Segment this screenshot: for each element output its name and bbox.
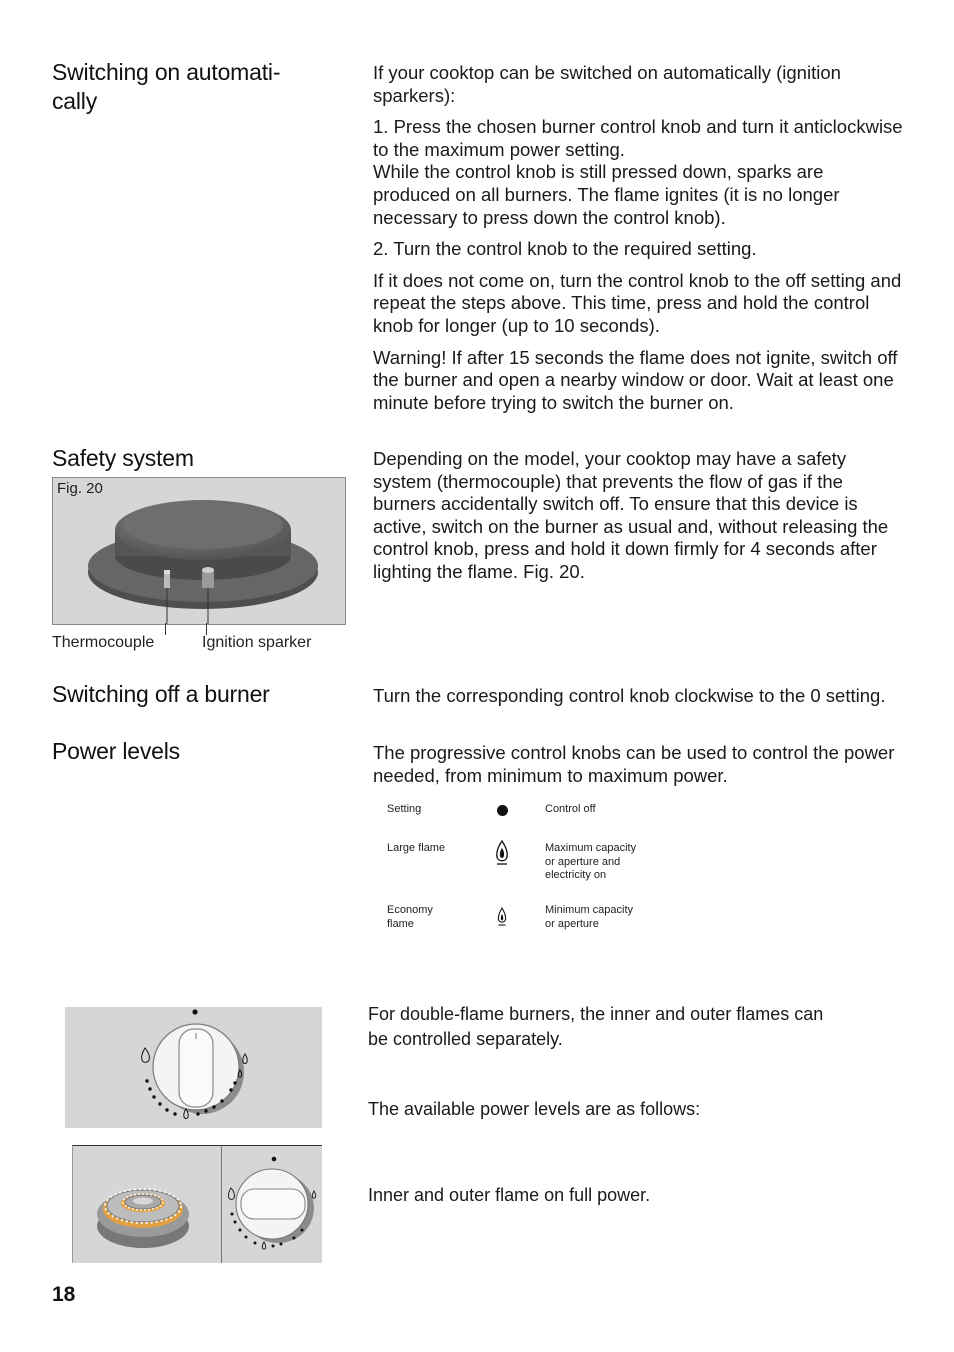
heading-power-levels: Power levels xyxy=(52,738,180,764)
dot-icon xyxy=(497,805,508,816)
heading-switch-off: Switching off a burner xyxy=(52,681,270,707)
burner-illustration xyxy=(53,478,345,624)
power-levels-intro-text: The available power levels are as follows: xyxy=(368,1099,701,1119)
page-number: 18 xyxy=(52,1283,76,1306)
full-power-text: Inner and outer flame on full power. xyxy=(368,1185,651,1205)
burner-and-knob-panel xyxy=(72,1145,322,1263)
control-knob-full-power-illustration xyxy=(222,1146,322,1263)
legend-label: Setting xyxy=(387,803,422,815)
auto-ignition-paragraph: 2. Turn the control knob to the required setting. xyxy=(373,238,757,260)
legend-description: Maximum capacity or aperture and electricity on xyxy=(545,842,637,881)
heading-auto-ignition xyxy=(52,58,332,116)
figure-label: Fig. 20 xyxy=(57,480,103,497)
auto-ignition-paragraph: If your cooktop can be switched on automatically (ignition sparkers): xyxy=(373,62,841,106)
auto-ignition-paragraph: If it does not come on, turn the control knob to the off setting and repeat the steps above. This time, press and hold the control knob for longer (up to 10 seconds). xyxy=(373,269,902,336)
double-flame-text: For double-flame burners, the inner and outer flames can be controlled separately. xyxy=(368,1004,824,1049)
auto-ignition-paragraph: 1. Press the chosen burner control knob and turn it anticlockwise to the maximum power setting. While the control knob is still pressed down, sparks are produced on all burners. The flame ignites (it is no longer necessary to press down the control knob). xyxy=(373,116,903,228)
heading-auto-ignition-line1: Switching on automati- xyxy=(52,59,281,85)
large-flame-icon xyxy=(495,839,509,867)
legend-label: Economy flame xyxy=(387,904,433,930)
switch-off-text: Turn the corresponding control knob clockwise to the 0 setting. xyxy=(373,685,886,706)
legend-description: Control off xyxy=(545,803,596,815)
power-levels-text: The progressive control knobs can be used to control the power needed, from minimum to maximum power. xyxy=(373,742,895,786)
safety-system-text: Depending on the model, your cooktop may have a safety system (thermocouple) that prevents the flow of gas if the burners accidentally switch off. To ensure that this device is active, switch on the burner as usual and, without releasing the control knob, press and hold it down firmly for 4 seconds after lighting the flame. Fig. 20. xyxy=(373,448,889,582)
ignition-sparker-icon xyxy=(202,567,214,588)
thermocouple-label: Thermocouple xyxy=(52,634,155,651)
legend-description: Minimum capacity or aperture xyxy=(545,904,634,930)
auto-ignition-text xyxy=(373,62,903,423)
double-flame-burner-illustration xyxy=(73,1146,221,1263)
heading-auto-ignition-line2: cally xyxy=(52,88,98,114)
ignition-sparker-label: Ignition sparker xyxy=(202,634,312,651)
heading-safety-system: Safety system xyxy=(52,445,194,471)
power-legend xyxy=(387,803,687,943)
small-flame-icon xyxy=(497,907,507,927)
thermocouple-icon xyxy=(164,570,170,588)
figure-20-panel xyxy=(52,477,346,625)
control-knob-panel xyxy=(65,1007,322,1128)
control-knob-illustration xyxy=(65,1007,322,1128)
legend-label: Large flame xyxy=(387,842,446,854)
auto-ignition-paragraph: Warning! If after 15 seconds the flame does not ignite, switch off the burner and open a nearby window or door. Wait at least one minute before trying to switch the burner on. xyxy=(373,346,898,413)
